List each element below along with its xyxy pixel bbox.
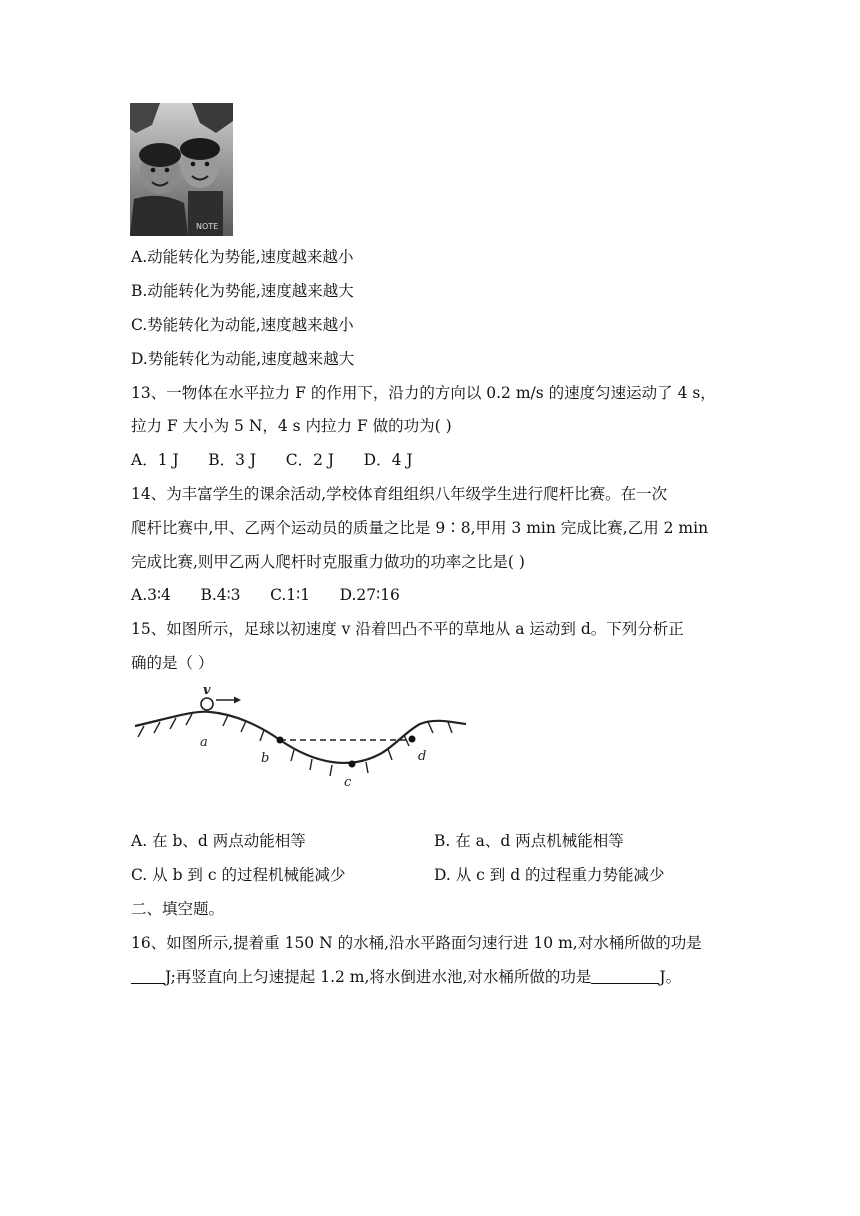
velocity-arrowhead — [234, 697, 241, 704]
q15-option-b: B. 在 a、d 两点机械能相等 — [434, 832, 624, 850]
label-c: c — [344, 775, 352, 790]
svg-text:NOTE: NOTE — [196, 222, 219, 231]
q15-figure — [130, 682, 470, 792]
q15-option-a: A. 在 b、d 两点动能相等 — [131, 832, 306, 850]
section-title: 二、填空题。 — [131, 900, 225, 918]
label-a: a — [200, 735, 208, 750]
q15-option-d: D. 从 c 到 d 的过程重力势能减少 — [434, 866, 665, 884]
q12-option-a: A.动能转化为势能,速度越来越小 — [131, 248, 354, 266]
label-b: b — [261, 751, 270, 766]
q14-text-line3: 完成比赛,则甲乙两人爬杆时克服重力做功的功率之比是( ) — [131, 553, 525, 571]
q14-text-line2: 爬杆比赛中,甲、乙两个运动员的质量之比是 9∶8,甲用 3 min 完成比赛,乙用 2 min — [131, 519, 709, 537]
label-d: d — [418, 749, 427, 764]
answer-blank-2[interactable] — [591, 969, 659, 984]
q12-photo — [130, 103, 233, 236]
q12-option-b: B.动能转化为势能,速度越来越大 — [131, 282, 354, 300]
q13-options: A．1 J B．3 J C．2 J D．4 J — [131, 451, 413, 469]
q16-line2-part2: J。 — [659, 968, 682, 986]
q15-option-c: C. 从 b 到 c 的过程机械能减少 — [131, 866, 346, 884]
q15-text-line1: 15、如图所示，足球以初速度 v 沿着凹凸不平的草地从 a 运动到 d。下列分析正 — [131, 620, 684, 638]
point-d — [409, 736, 416, 743]
q13-text-line2: 拉力 F 大小为 5 N，4 s 内拉力 F 做的功为( ) — [131, 417, 452, 435]
q16-text-line1: 16、如图所示,提着重 150 N 的水桶,沿水平路面匀速行进 10 m,对水桶所做的功是 — [131, 934, 702, 952]
q13-text-line1: 13、一物体在水平拉力 F 的作用下，沿力的方向以 0.2 m/s 的速度匀速运动了 4 s， — [131, 384, 716, 402]
ground-curve — [135, 712, 466, 763]
answer-blank-1[interactable] — [131, 969, 165, 984]
q14-text-line1: 14、为丰富学生的课余活动,学校体育组组织八年级学生进行爬杆比赛。在一次 — [131, 485, 668, 503]
point-c — [349, 761, 356, 768]
label-v: v — [203, 683, 211, 698]
q15-text-line2: 确的是（ ） — [131, 654, 214, 672]
ball — [201, 698, 213, 710]
q12-option-c: C.势能转化为动能,速度越来越小 — [131, 316, 354, 334]
ground-hatching — [138, 714, 452, 776]
q16-text-line2 — [131, 967, 681, 987]
q16-line2-part1: J;再竖直向上匀速提起 1.2 m,将水倒进水池,对水桶所做的功是 — [165, 968, 592, 986]
point-b — [277, 737, 284, 744]
q14-options: A.3∶4 B.4∶3 C.1∶1 D.27∶16 — [131, 586, 400, 604]
q12-option-d: D.势能转化为动能,速度越来越大 — [131, 350, 355, 368]
